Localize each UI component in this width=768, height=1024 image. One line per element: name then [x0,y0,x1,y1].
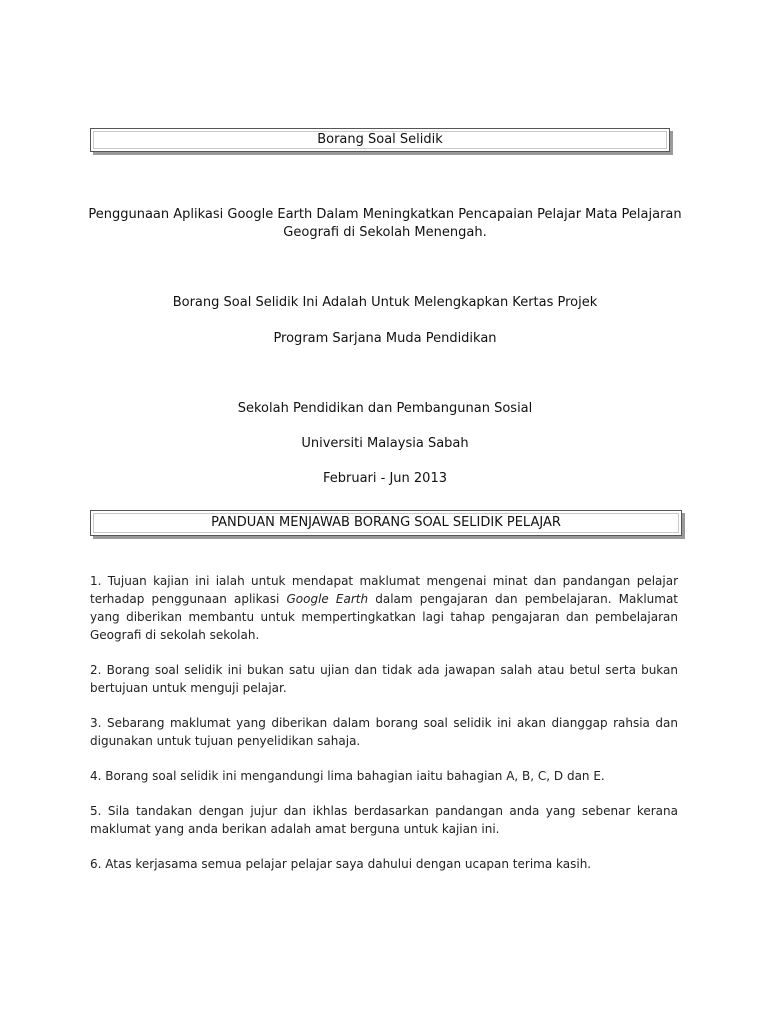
university-line: Universiti Malaysia Sabah [301,436,469,451]
study-title: Penggunaan Aplikasi Google Earth Dalam Meningkatkan Pencapaian Pelajar Mata Pelajaran Geografi di Sekolah Menengah. [88,207,682,240]
guideline-item-1 [90,572,678,644]
guideline-list [90,572,678,890]
form-title-box [90,128,670,152]
guideline-item-2: 2. Borang soal selidik ini bukan satu ujian dan tidak ada jawapan salah atau betul serta bukan bertujuan untuk menguji pelajar. [90,663,678,695]
guideline-item-3: 3. Sebarang maklumat yang diberikan dalam borang soal selidik ini akan dianggap rahsia dan digunakan untuk tujuan penyelidikan sahaja. [90,716,678,748]
guideline-item-6: 6. Atas kerjasama semua pelajar pelajar saya dahului dengan ucapan terima kasih. [90,857,592,871]
guideline-item-1-emphasis: Google Earth [286,592,369,606]
purpose-line: Borang Soal Selidik Ini Adalah Untuk Melengkapkan Kertas Projek [172,295,598,310]
guide-title-box [90,510,682,536]
guideline-item-5: 5. Sila tandakan dengan jujur dan ikhlas berdasarkan pandangan anda yang sebenar kerana maklumat yang anda berikan adalah amat berguna untuk kajian ini. [90,804,678,836]
guideline-item-1-text-start: 1. Tujuan kajian ini ialah untuk mendapat maklumat mengenai minat dan pandangan pelajar terhadap penggunaan aplikasi [90,574,678,606]
program-line: Program Sarjana Muda Pendidikan [273,331,497,346]
guideline-item-4: 4. Borang soal selidik ini mengandungi lima bahagian iaitu bahagian A, B, C, D dan E. [90,769,605,783]
school-line: Sekolah Pendidikan dan Pembangunan Sosial [237,401,533,416]
guide-title: PANDUAN MENJAWAB BORANG SOAL SELIDIK PELAJAR [211,515,561,530]
form-title: Borang Soal Selidik [317,132,443,147]
guideline-item-1-text-end: dalam pengajaran dan pembelajaran. Maklumat yang diberikan membantu untuk mempertingkatkan lagi tahap pengajaran dan pembelajaran Geografi di sekolah sekolah. [90,592,679,642]
period-line: Februari - Jun 2013 [322,471,447,486]
